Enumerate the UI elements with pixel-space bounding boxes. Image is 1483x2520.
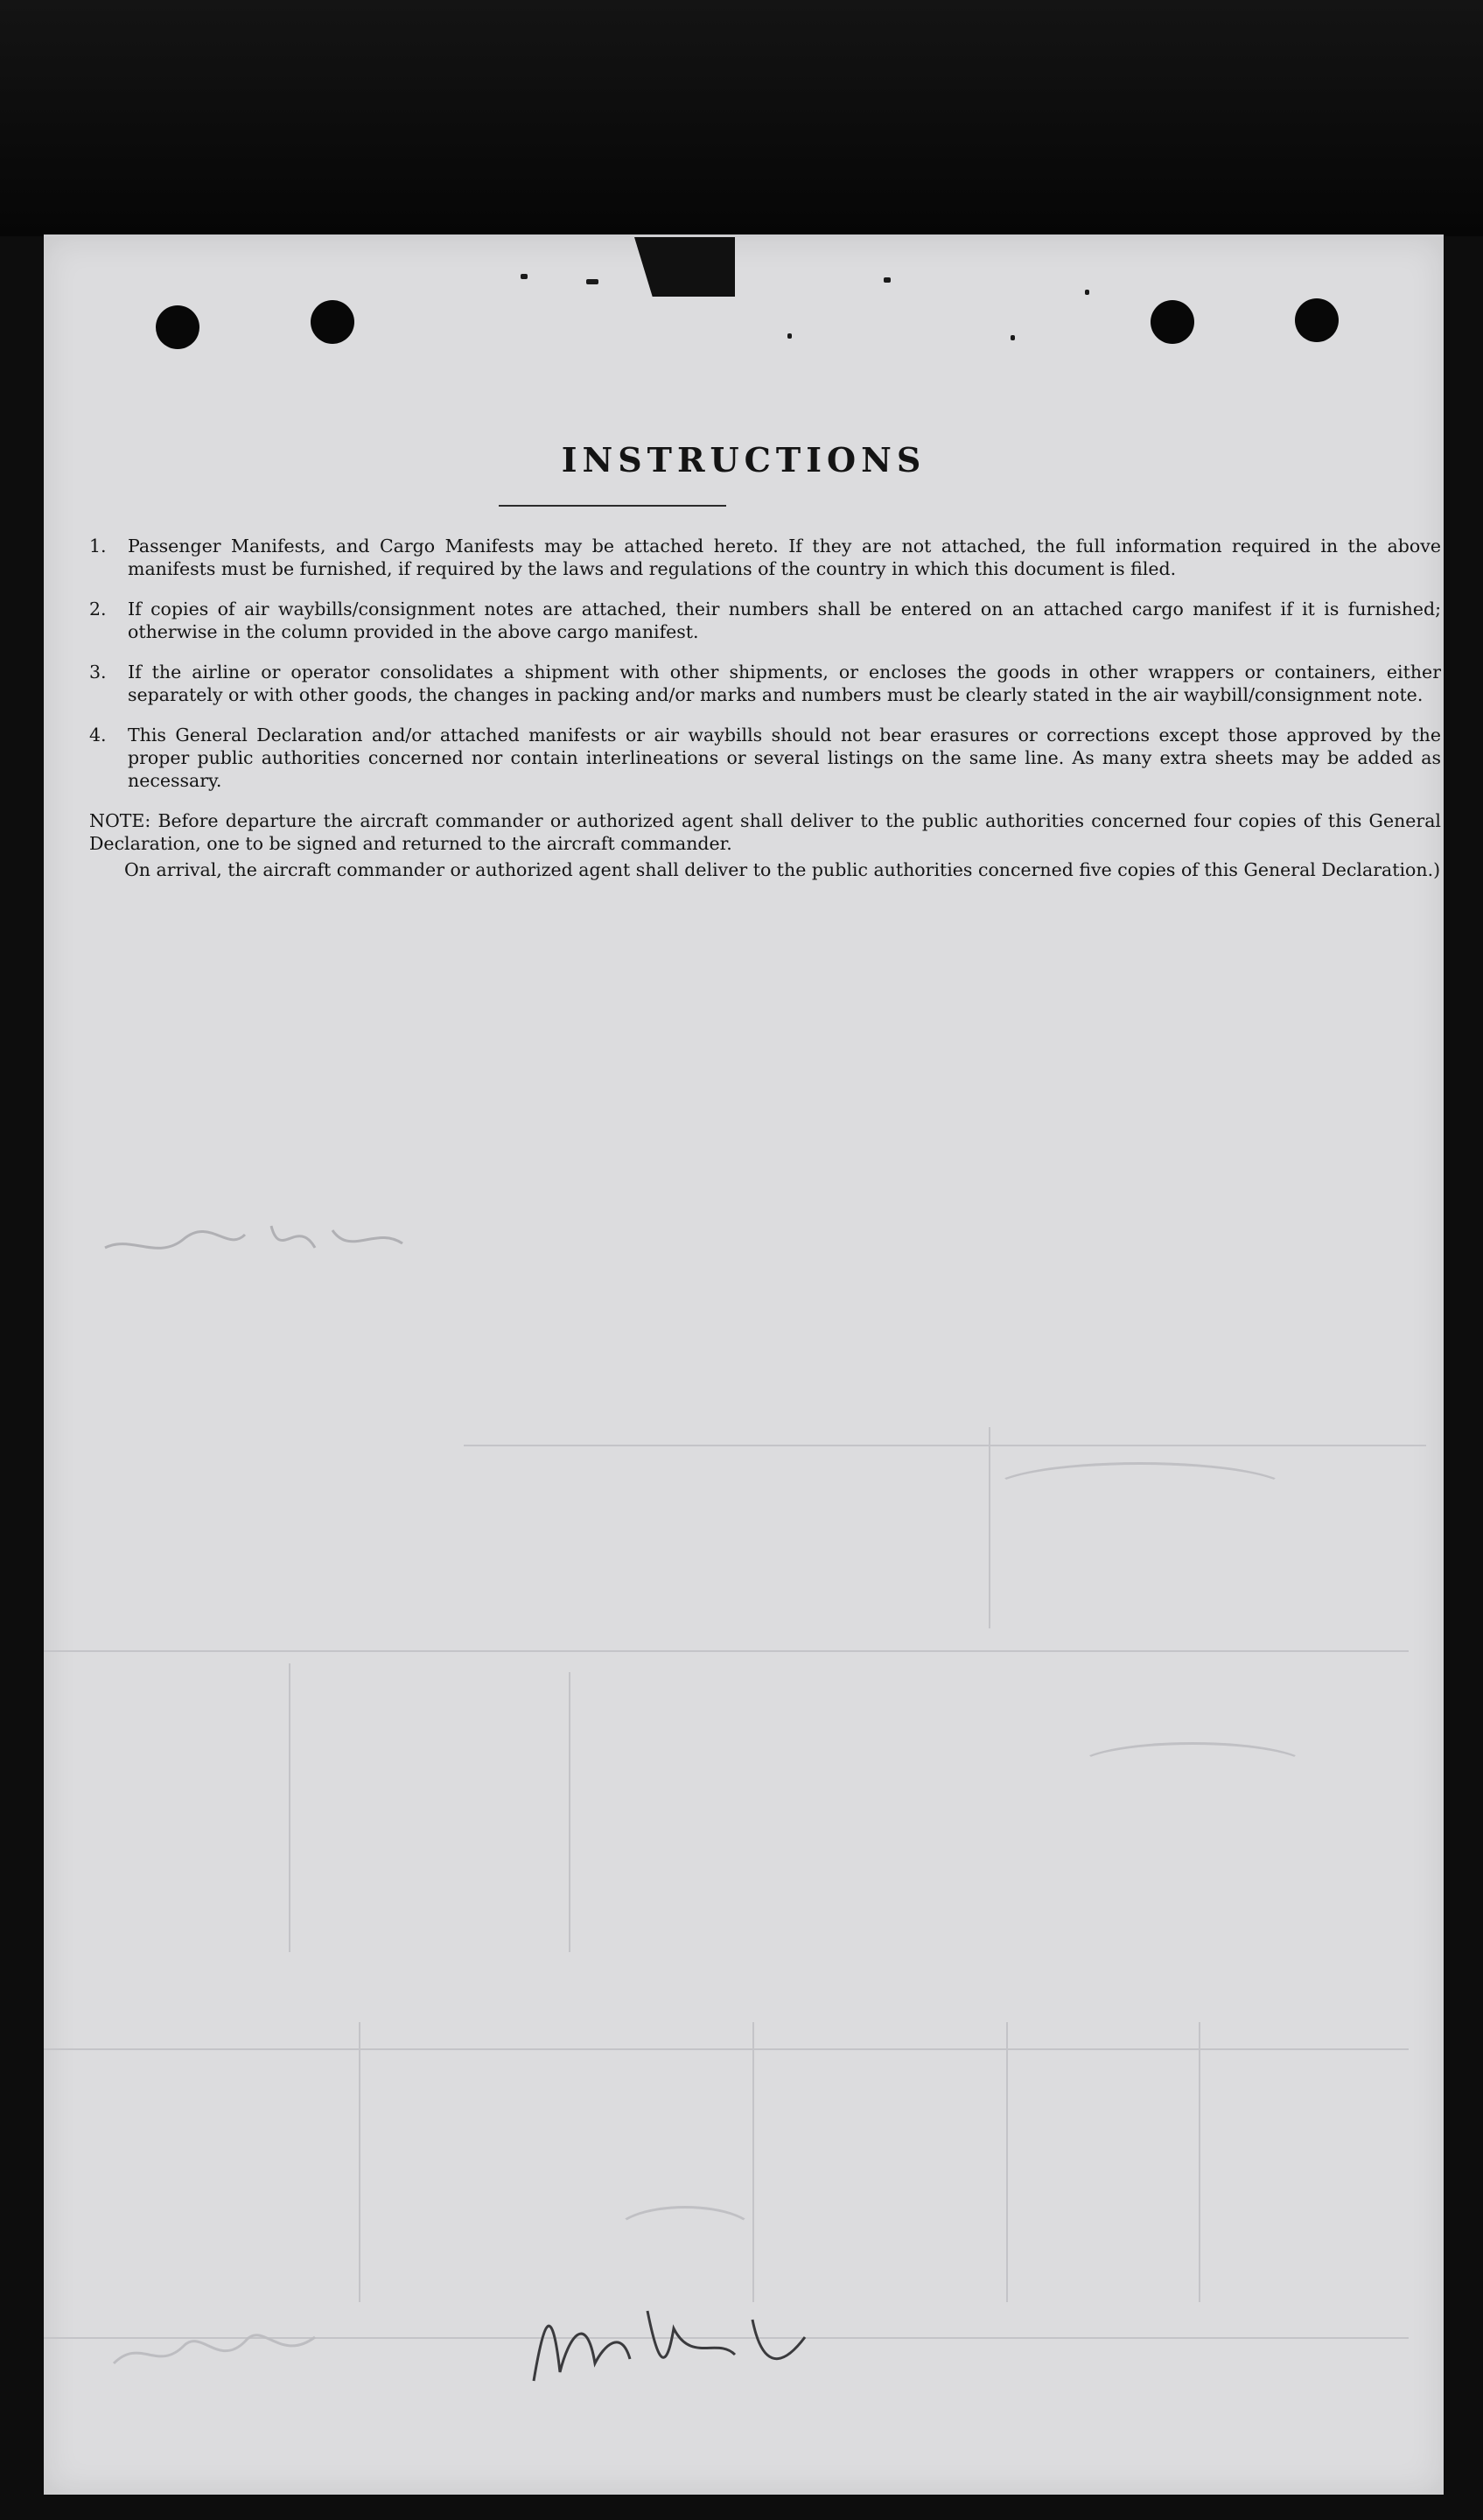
ink-speck [1085,290,1089,295]
bleed-through-rule [44,2048,1409,2050]
bleed-through-rule [989,1427,990,1628]
instruction-text: If copies of air waybills/consignment notes are attached, their numbers shall be entered on an attached cargo manifest if it is furnished; otherwise in the column provided in the above cargo manifest. [128,598,1441,642]
commander-signature [516,2276,849,2407]
ink-speck [884,277,891,283]
punch-hole-3 [1151,300,1194,344]
ink-speck [586,279,598,284]
instruction-number: 3. [89,662,107,682]
punch-hole-2 [311,300,354,344]
instruction-text: This General Declaration and/or attached manifests or air waybills should not bear erasures or corrections except those approved by the proper public authorities concerned nor contain interlineations or several listings on the same line. As many extra sheets may be added as necessary. [128,724,1441,791]
scanner-background [0,0,1483,236]
instruction-item [89,535,1441,580]
note-departure-text: Before departure the aircraft commander or authorized agent shall deliver to the public authorities concerned four copies of this General Declaration, one to be signed and returned to the aircraft commander. [89,810,1441,854]
bleed-through-scrawl [1076,1742,1309,1791]
instruction-number: 4. [89,724,107,746]
punch-hole-4 [1295,298,1339,342]
note-block [89,809,1441,881]
bleed-through-scrawl [612,2206,758,2264]
instruction-text: Passenger Manifests, and Cargo Manifests may be attached hereto. If they are not attached, the full information required in the above manifests must be furnished, if required by the laws and regulations of the country in which this document is filed. [128,536,1441,579]
title-underline [499,505,726,507]
bleed-through-rule [1006,2022,1008,2302]
bleed-through-rule [752,2022,754,2302]
ink-speck [787,333,792,339]
bleed-through-rule [289,1663,290,1952]
instruction-number: 2. [89,598,107,620]
ink-speck [521,274,528,279]
bleed-through-scrawl [989,1462,1291,1520]
note-departure [89,809,1441,855]
bleed-through-rule [464,1445,1426,1446]
instruction-item [89,598,1441,643]
bleed-through-rule [359,2022,360,2302]
torn-notch [634,237,735,297]
instruction-text: If the airline or operator consolidates a shipment with other shipments, or encloses the goods in other wrappers or containers, either separately or with other goods, the changes in packing and/or marks and numbers must be clearly stated in the air waybill/consignment note. [128,662,1441,705]
note-label: NOTE: [89,810,151,831]
document-page [44,234,1444,2495]
bleed-through-rule [1199,2022,1200,2302]
instruction-item [89,661,1441,706]
page-title: INSTRUCTIONS [561,440,927,480]
note-arrival-text: On arrival, the aircraft commander or authorized agent shall deliver to the public authorities concerned five copies of this General Declaration.) [124,859,1441,880]
bleed-through-rule [44,1650,1409,1652]
bleed-through-rule [569,1672,570,1952]
faint-signature [105,2285,350,2390]
instructions-list [89,535,1441,881]
pencil-notation [96,1200,429,1278]
ink-speck [1011,335,1015,340]
instruction-number: 1. [89,536,107,556]
instruction-item [89,724,1441,792]
punch-hole-1 [156,305,199,349]
